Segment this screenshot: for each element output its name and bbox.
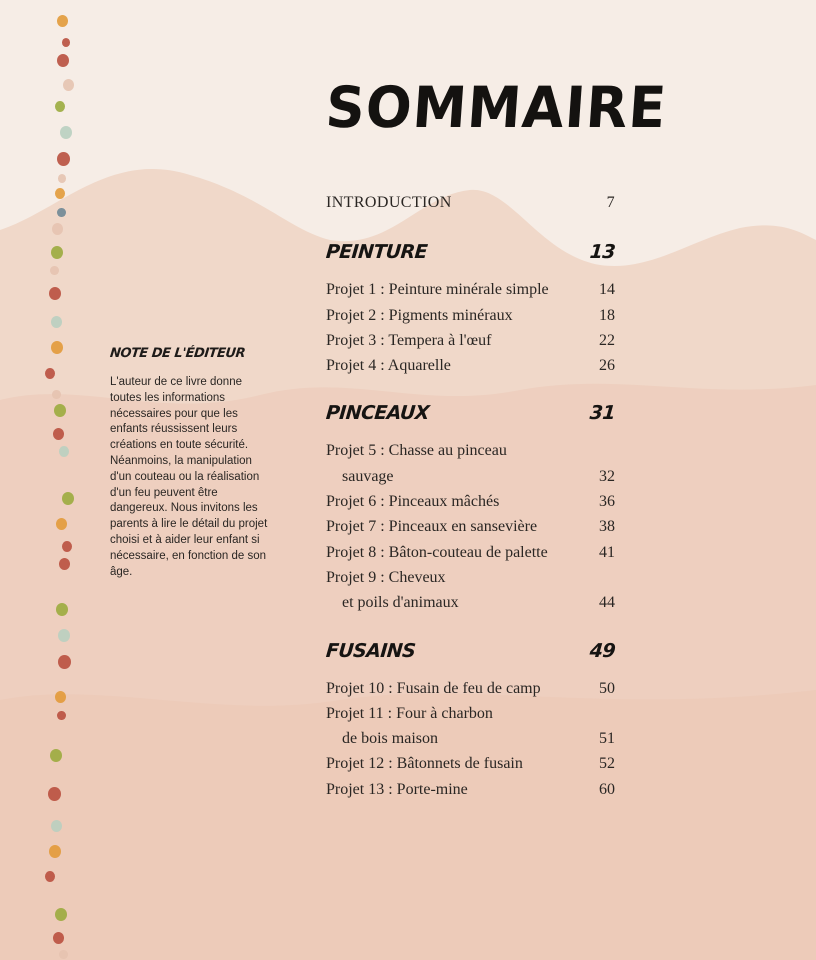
toc-entry-label: Projet 8 : Bâton-couteau de palette bbox=[326, 543, 548, 561]
toc-entry-page: 38 bbox=[599, 518, 615, 536]
toc-entry-page: 60 bbox=[599, 780, 615, 798]
toc-section-fusains bbox=[326, 640, 615, 802]
decorative-dot bbox=[55, 188, 65, 199]
toc-entry-page: 32 bbox=[599, 467, 615, 485]
toc-intro-label: INTRODUCTION bbox=[326, 194, 452, 211]
decorative-dot bbox=[49, 845, 61, 858]
decorative-dot bbox=[49, 287, 61, 300]
toc-entry-label: Projet 13 : Porte-mine bbox=[326, 780, 468, 798]
decorative-dot bbox=[50, 749, 62, 762]
decorative-dot bbox=[57, 152, 70, 166]
decorative-dot bbox=[45, 368, 55, 379]
decorative-dot bbox=[51, 246, 63, 259]
toc-entry-label: Projet 10 : Fusain de feu de camp bbox=[326, 679, 541, 697]
decorative-dot bbox=[56, 603, 68, 616]
toc-entry-label: Projet 2 : Pigments minéraux bbox=[326, 306, 513, 324]
section-title: PINCEAUX bbox=[325, 402, 430, 425]
decorative-dot bbox=[53, 428, 64, 440]
editor-note-title: NOTE DE L'ÉDITEUR bbox=[109, 346, 246, 361]
decorative-dot bbox=[55, 691, 66, 703]
decorative-dot bbox=[58, 629, 70, 642]
page-title: SOMMAIRE bbox=[323, 74, 669, 141]
decorative-dot bbox=[56, 518, 67, 530]
decorative-dot bbox=[57, 208, 66, 218]
toc-entry[interactable] bbox=[326, 751, 615, 776]
decorative-dot bbox=[53, 932, 64, 944]
toc-entry-label: Projet 4 : Aquarelle bbox=[326, 357, 451, 375]
section-heading[interactable] bbox=[325, 640, 616, 662]
toc-entry[interactable] bbox=[326, 277, 615, 302]
toc-entry-label: Projet 12 : Bâtonnets de fusain bbox=[326, 755, 523, 773]
toc-entry-page: 26 bbox=[599, 357, 615, 375]
decorative-dot bbox=[59, 558, 70, 570]
toc-entry[interactable] bbox=[326, 701, 615, 726]
toc-entry-label: Projet 9 : Cheveux bbox=[326, 568, 446, 586]
decorative-dot bbox=[58, 655, 71, 669]
toc-entry[interactable] bbox=[326, 489, 615, 514]
decorative-dot bbox=[59, 950, 68, 960]
toc-section-peinture bbox=[326, 241, 615, 378]
toc-entry-page: 44 bbox=[599, 594, 615, 612]
toc-entry[interactable] bbox=[326, 353, 615, 378]
toc-entry-page: 51 bbox=[599, 730, 615, 748]
section-heading[interactable] bbox=[325, 241, 616, 263]
toc-entry-page: 41 bbox=[599, 543, 615, 561]
decorative-dot bbox=[57, 54, 69, 67]
table-of-contents bbox=[326, 190, 615, 826]
section-page: 49 bbox=[588, 639, 616, 662]
decorative-dot bbox=[55, 908, 67, 921]
decorative-dot bbox=[50, 266, 59, 276]
toc-entry[interactable] bbox=[326, 777, 615, 802]
toc-entry-page: 36 bbox=[599, 493, 615, 511]
toc-section-pinceaux bbox=[326, 402, 615, 615]
section-heading[interactable] bbox=[325, 402, 616, 424]
toc-entry[interactable] bbox=[326, 438, 615, 463]
toc-entry[interactable] bbox=[326, 328, 615, 353]
decorative-dot bbox=[60, 126, 72, 139]
toc-entry-continuation[interactable] bbox=[326, 464, 615, 489]
toc-intro[interactable] bbox=[326, 190, 615, 215]
section-page: 13 bbox=[588, 241, 616, 264]
toc-entry-continuation[interactable] bbox=[326, 726, 615, 751]
section-page: 31 bbox=[588, 402, 616, 425]
toc-entry[interactable] bbox=[326, 303, 615, 328]
toc-entry-page: 18 bbox=[599, 306, 615, 324]
editor-note bbox=[110, 346, 275, 580]
toc-entry-page: 50 bbox=[599, 679, 615, 697]
toc-entry[interactable] bbox=[326, 565, 615, 590]
toc-intro-page: 7 bbox=[606, 194, 615, 211]
decorative-dot bbox=[57, 711, 66, 721]
toc-entry-page: 52 bbox=[599, 755, 615, 773]
decorative-dot bbox=[63, 79, 74, 91]
decorative-dot bbox=[55, 101, 65, 112]
toc-entry-label: Projet 1 : Peinture minérale simple bbox=[326, 281, 549, 299]
decorative-dot bbox=[59, 446, 69, 457]
decorative-dot bbox=[52, 390, 61, 400]
decorative-dot bbox=[62, 541, 72, 552]
decorative-dot bbox=[57, 15, 68, 27]
toc-entry[interactable] bbox=[326, 514, 615, 539]
toc-entry-label: Projet 7 : Pinceaux en sansevière bbox=[326, 518, 538, 536]
decorative-dot bbox=[58, 174, 66, 183]
editor-note-body: L'auteur de ce livre donne toutes les informations nécessaires pour que les enfants réussissent leurs créations en toute sécurité. Néanmoins, la manipulation d'un couteau ou la réalisation d'un feu peuvent être dangereux. Nous invitons les parents à lire le détail du projet choisi et à aider leur enfant si nécessaire, en fonction de son âge. bbox=[110, 376, 268, 578]
section-title: FUSAINS bbox=[325, 639, 417, 662]
decorative-dot bbox=[54, 404, 66, 417]
decorative-dots-border bbox=[0, 0, 90, 960]
decorative-dot bbox=[51, 341, 63, 354]
toc-entry-label: Projet 6 : Pinceaux mâchés bbox=[326, 493, 500, 511]
toc-entry-label-cont: sauvage bbox=[342, 467, 394, 485]
toc-entry[interactable] bbox=[326, 676, 615, 701]
decorative-dot bbox=[48, 787, 61, 801]
toc-entry-continuation[interactable] bbox=[326, 590, 615, 615]
decorative-dot bbox=[62, 492, 74, 505]
toc-entry[interactable] bbox=[326, 540, 615, 565]
decorative-dot bbox=[51, 820, 62, 832]
decorative-dot bbox=[52, 223, 63, 235]
toc-entry-label-cont: et poils d'animaux bbox=[342, 594, 459, 612]
toc-entry-label-cont: de bois maison bbox=[342, 730, 438, 748]
toc-entry-label: Projet 3 : Tempera à l'œuf bbox=[326, 331, 492, 349]
toc-entry-label: Projet 11 : Four à charbon bbox=[326, 704, 493, 722]
toc-entry-page: 14 bbox=[599, 281, 615, 299]
toc-entry-page: 22 bbox=[599, 331, 615, 349]
decorative-dot bbox=[45, 871, 55, 882]
decorative-dot bbox=[51, 316, 62, 328]
toc-entry-label: Projet 5 : Chasse au pinceau bbox=[326, 442, 507, 460]
decorative-dot bbox=[62, 38, 70, 47]
section-title: PEINTURE bbox=[325, 241, 429, 264]
